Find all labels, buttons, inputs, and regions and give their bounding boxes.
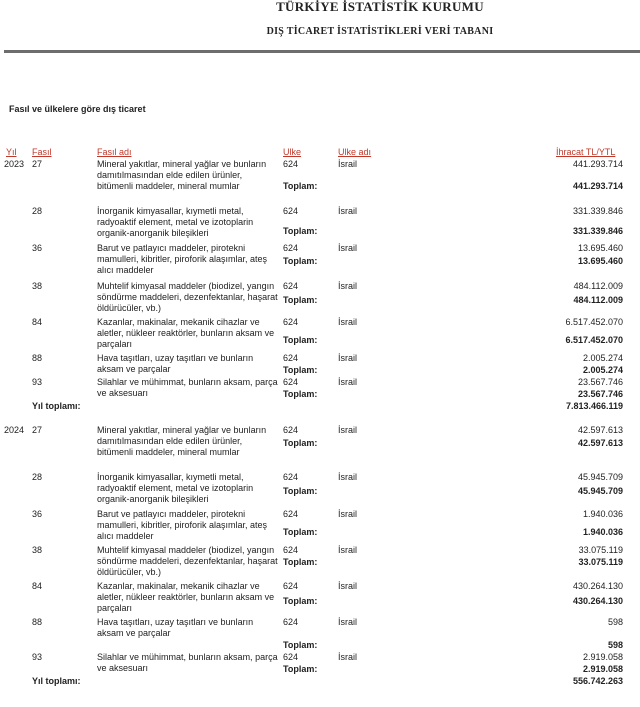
country-code: 624: [283, 206, 299, 216]
chapter-name: İnorganik kimyasallar, kıymetli metal, radyoaktif element, metal ve izotoplarin organik-anorganik bileşikleri: [97, 206, 254, 238]
total-label: Toplam:: [283, 438, 318, 448]
chapter-name: Barut ve patlayıcı maddeler, pirotekni mamulleri, kibritler, piroforik alaşımlar, ateş alıcı maddeler: [97, 243, 268, 275]
total-label: Toplam:: [283, 256, 318, 266]
total-label: Toplam:: [283, 365, 318, 375]
org-title: TÜRKİYE İSTATİSTİK KURUMU: [276, 0, 484, 14]
chapter-code: 36: [32, 243, 43, 253]
chapter-code: 27: [32, 425, 43, 435]
total-label: Toplam:: [283, 226, 318, 236]
total-value: 45.945.709: [577, 486, 623, 496]
col-header-country-name: Ulke adı: [338, 147, 372, 157]
total-label: Toplam:: [283, 486, 318, 496]
chapter-name: Silahlar ve mühimmat, bunların aksam, parça ve aksesuarı: [97, 652, 278, 673]
export-value: 13.695.460: [577, 243, 623, 253]
total-label: Toplam:: [283, 557, 318, 567]
col-header-chapter-name: Fasıl adı: [97, 147, 132, 157]
report-header: [0, 0, 640, 52]
year-total-label: Yıl toplamı:: [32, 676, 81, 686]
total-value: 42.597.613: [577, 438, 623, 448]
country-name: İsrail: [338, 353, 358, 363]
total-label: Toplam:: [283, 181, 318, 191]
chapter-code: 27: [32, 159, 43, 169]
export-value: 430.264.130: [572, 581, 623, 591]
chapter-code: 28: [32, 472, 43, 482]
country-name: İsrail: [338, 652, 358, 662]
total-value: 1.940.036: [582, 527, 623, 537]
chapter-name: Kazanlar, makinalar, mekanik cihazlar ve aletler, nükleer reaktörler, bunların aksam ve parçaları: [97, 581, 275, 613]
chapter-code: 93: [32, 652, 43, 662]
export-value: 42.597.613: [577, 425, 623, 435]
chapter-name: İnorganik kimyasallar, kıymetli metal, radyoaktif element, metal ve izotoplarin organik-anorganik bileşikleri: [97, 472, 254, 504]
country-code: 624: [283, 509, 299, 519]
chapter-name: Muhtelif kimyasal maddeler (biodizel, yangın söndürme maddeleri, dezenfektanlar, haşarat öldürücüler, vb.): [97, 545, 278, 577]
chapter-name: Kazanlar, makinalar, mekanik cihazlar ve aletler, nükleer reaktörler, bunların aksam ve parçaları: [97, 317, 275, 349]
country-name: İsrail: [338, 206, 358, 216]
country-code: 624: [283, 317, 299, 327]
country-name: İsrail: [338, 472, 358, 482]
total-label: Toplam:: [283, 527, 318, 537]
total-value: 441.293.714: [572, 181, 623, 191]
year-label: 2023: [4, 159, 25, 169]
country-code: 624: [283, 243, 299, 253]
chapter-code: 88: [32, 353, 43, 363]
country-name: İsrail: [338, 281, 358, 291]
export-value: 45.945.709: [577, 472, 623, 482]
total-label: Toplam:: [283, 664, 318, 674]
chapter-code: 38: [32, 545, 43, 555]
total-value: 23.567.746: [577, 389, 623, 399]
country-code: 624: [283, 425, 299, 435]
country-name: İsrail: [338, 159, 358, 169]
country-name: İsrail: [338, 317, 358, 327]
chapter-code: 84: [32, 581, 43, 591]
total-value: 484.112.009: [573, 295, 623, 305]
country-code: 624: [283, 581, 299, 591]
chapter-code: 28: [32, 206, 43, 216]
country-code: 624: [283, 377, 299, 387]
chapter-name: Hava taşıtları, uzay taşıtları ve bunların aksam ve parçalar: [97, 617, 254, 638]
export-value: 441.293.714: [572, 159, 623, 169]
total-value: 13.695.460: [577, 256, 623, 266]
chapter-name: Silahlar ve mühimmat, bunların aksam, parça ve aksesuarı: [97, 377, 278, 398]
export-value: 1.940.036: [582, 509, 623, 519]
country-name: İsrail: [338, 243, 358, 253]
total-value: 598: [607, 640, 623, 650]
report-title: Fasıl ve ülkelere göre dış ticaret: [9, 104, 146, 114]
country-code: 624: [283, 353, 299, 363]
chapter-code: 93: [32, 377, 43, 387]
chapter-name: Barut ve patlayıcı maddeler, pirotekni mamulleri, kibritler, piroforik alaşımlar, ateş alıcı maddeler: [97, 509, 268, 541]
total-value: 6.517.452.070: [565, 335, 623, 345]
total-label: Toplam:: [283, 640, 318, 650]
total-value: 2.005.274: [582, 365, 623, 375]
total-label: Toplam:: [283, 389, 318, 399]
export-value: 23.567.746: [577, 377, 623, 387]
export-value: 484.112.009: [573, 281, 623, 291]
export-value: 33.075.119: [578, 545, 623, 555]
database-title: DIŞ TİCARET İSTATİSTİKLERİ VERİ TABANI: [266, 26, 494, 37]
col-header-chapter: Fasıl: [32, 147, 52, 157]
year-label: 2024: [4, 425, 25, 435]
export-value: 2.005.274: [582, 353, 623, 363]
country-code: 624: [283, 652, 299, 662]
header-divider: [4, 50, 640, 53]
country-name: İsrail: [338, 545, 358, 555]
chapter-name: Mineral yakıtlar, mineral yağlar ve bunların damıtılmasından elde edilen ürünler, bitümenli maddeler, mineral mumlar: [97, 159, 267, 191]
year-total-value: 7.813.466.119: [565, 401, 623, 411]
export-value: 2.919.058: [582, 652, 623, 662]
chapter-name: Muhtelif kimyasal maddeler (biodizel, yangın söndürme maddeleri, dezenfektanlar, haşarat öldürücüler, vb.): [97, 281, 278, 313]
total-value: 33.075.119: [578, 557, 623, 567]
year-total-value: 556.742.263: [572, 676, 623, 686]
total-value: 331.339.846: [572, 226, 623, 236]
chapter-name: Hava taşıtları, uzay taşıtları ve bunların aksam ve parçalar: [97, 353, 254, 374]
total-label: Toplam:: [283, 295, 318, 305]
country-code: 624: [283, 159, 299, 169]
country-name: İsrail: [338, 377, 358, 387]
country-code: 624: [283, 472, 299, 482]
col-header-export: İhracat TL/YTL: [556, 147, 616, 157]
total-label: Toplam:: [283, 335, 318, 345]
country-name: İsrail: [338, 425, 358, 435]
chapter-code: 84: [32, 317, 43, 327]
country-code: 624: [283, 617, 299, 627]
country-name: İsrail: [338, 509, 358, 519]
export-value: 598: [607, 617, 623, 627]
export-value: 6.517.452.070: [565, 317, 623, 327]
chapter-code: 36: [32, 509, 43, 519]
total-value: 2.919.058: [582, 664, 623, 674]
total-value: 430.264.130: [572, 596, 623, 606]
chapter-name: Mineral yakıtlar, mineral yağlar ve bunların damıtılmasından elde edilen ürünler, bitümenli maddeler, mineral mumlar: [97, 425, 267, 457]
col-header-country: Ulke: [283, 147, 302, 157]
chapter-code: 38: [32, 281, 43, 291]
country-code: 624: [283, 545, 299, 555]
chapter-code: 88: [32, 617, 43, 627]
country-code: 624: [283, 281, 299, 291]
total-label: Toplam:: [283, 596, 318, 606]
year-total-label: Yıl toplamı:: [32, 401, 81, 411]
export-value: 331.339.846: [572, 206, 623, 216]
col-header-year: Yıl: [6, 147, 17, 157]
country-name: İsrail: [338, 581, 358, 591]
country-name: İsrail: [338, 617, 358, 627]
